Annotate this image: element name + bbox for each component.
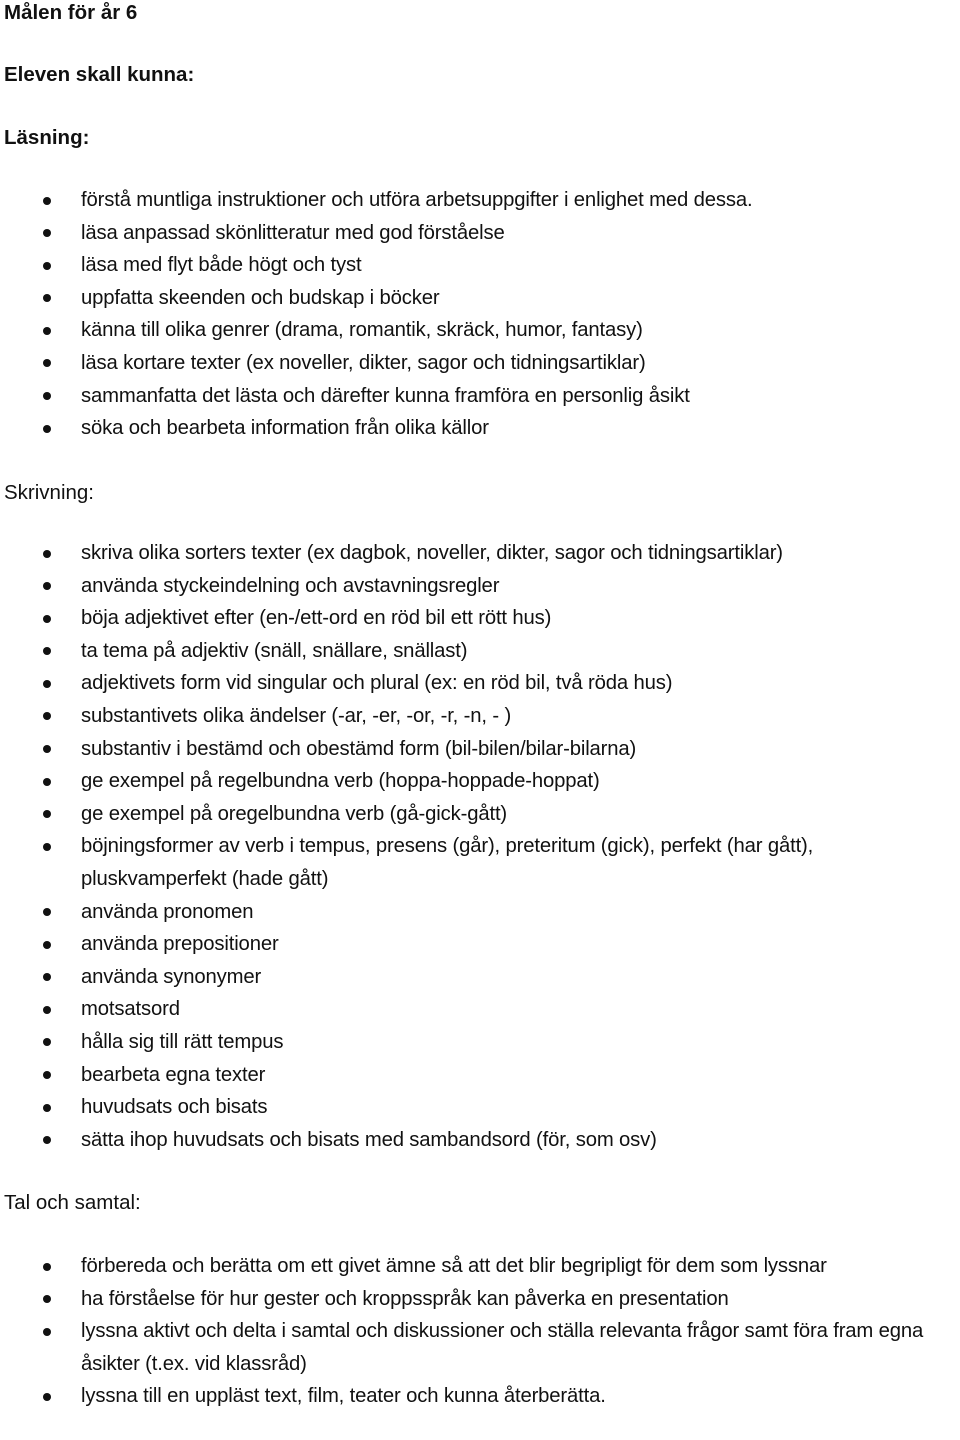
list-item xyxy=(0,1124,960,1157)
list-item xyxy=(0,412,960,445)
list-item-text: lyssna aktivt och delta i samtal och diskussioner och ställa relevanta frågor samt föra fram egna åsikter (t.ex. vid klassråd) xyxy=(81,1320,924,1375)
list-item-text: sätta ihop huvudsats och bisats med sambandsord (för, som osv) xyxy=(81,1128,657,1151)
list-item xyxy=(0,635,960,668)
list-item xyxy=(0,1026,960,1059)
bullet-icon xyxy=(43,1263,51,1271)
bullet-icon xyxy=(43,615,51,623)
list-item xyxy=(0,993,960,1026)
bullet-icon xyxy=(43,941,51,949)
list-item-text: substantiv i bestämd och obestämd form (bil-bilen/bilar-bilarna) xyxy=(81,737,637,760)
list-item-text: uppfatta skeenden och budskap i böcker xyxy=(81,286,440,309)
list-item-text: läsa kortare texter (ex noveller, dikter, sagor och tidningsartiklar) xyxy=(81,351,646,374)
list-item-text: adjektivets form vid singular och plural (ex: en röd bil, två röda hus) xyxy=(81,672,673,695)
list-item-text: förbereda och berätta om ett givet ämne så att det blir begripligt för dem som lyssnar xyxy=(81,1255,827,1277)
list-item-text: böja adjektivet efter (en-/ett-ord en röd bil ett rött hus) xyxy=(81,607,552,630)
list-item xyxy=(0,282,960,315)
bullet-icon xyxy=(43,973,51,981)
bullet-icon xyxy=(43,392,51,400)
list-item xyxy=(0,798,960,831)
list-item-text: använda styckeindelning och avstavningsregler xyxy=(81,574,500,597)
bullet-icon xyxy=(43,1295,51,1303)
bullet-icon xyxy=(43,359,51,367)
list-item-text: ge exempel på regelbundna verb (hoppa-hoppade-hoppat) xyxy=(81,770,600,793)
bullet-icon xyxy=(43,745,51,753)
list-item xyxy=(0,217,960,250)
list-item-text: använda pronomen xyxy=(81,900,254,923)
bullet-icon xyxy=(43,262,51,270)
list-item-text: bearbeta egna texter xyxy=(81,1063,266,1086)
list-item xyxy=(0,667,960,700)
list-item xyxy=(0,602,960,635)
list-item-text: söka och bearbeta information från olika källor xyxy=(81,417,489,440)
list-item xyxy=(0,537,960,570)
list-item xyxy=(0,1250,960,1283)
bullet-icon xyxy=(43,1006,51,1014)
bullet-icon xyxy=(43,647,51,655)
bullet-icon xyxy=(43,327,51,335)
list-item-text: huvudsats och bisats xyxy=(81,1096,268,1119)
bullet-icon xyxy=(43,1104,51,1112)
list-item-text: sammanfatta det lästa och därefter kunna framföra en personlig åsikt xyxy=(81,384,690,407)
list-item-text: använda synonymer xyxy=(81,965,262,988)
list-item xyxy=(0,184,960,217)
list-item xyxy=(0,314,960,347)
list-item xyxy=(0,1380,960,1413)
bullet-icon xyxy=(43,1071,51,1079)
list-item xyxy=(0,1091,960,1124)
list-item-text: känna till olika genrer (drama, romantik, skräck, humor, fantasy) xyxy=(81,319,643,342)
list-item xyxy=(0,830,960,895)
bullet-icon xyxy=(43,1038,51,1046)
list-item-text: läsa med flyt både högt och tyst xyxy=(81,254,362,277)
page-subtitle: Eleven skall kunna: xyxy=(4,63,195,86)
list-item xyxy=(0,928,960,961)
list-item-text: använda prepositioner xyxy=(81,933,279,956)
list-item xyxy=(0,347,960,380)
bullet-icon xyxy=(43,680,51,688)
list-item xyxy=(0,380,960,413)
list-item-text: hålla sig till rätt tempus xyxy=(81,1030,284,1053)
list-item-text: böjningsformer av verb i tempus, presens (går), preteritum (gick), perfekt (har gått), pluskvamperfekt (hade gått) xyxy=(81,835,814,890)
writing-goal-list xyxy=(0,537,960,1156)
bullet-icon xyxy=(43,229,51,237)
list-item-text: lyssna till en uppläst text, film, teater och kunna återberätta. xyxy=(81,1385,606,1408)
bullet-icon xyxy=(43,1136,51,1144)
list-item xyxy=(0,1315,960,1380)
list-item xyxy=(0,1283,960,1316)
bullet-icon xyxy=(43,810,51,818)
bullet-icon xyxy=(43,778,51,786)
section-heading-speaking: Tal och samtal: xyxy=(4,1191,141,1214)
speaking-goal-list xyxy=(0,1250,960,1413)
reading-goal-list xyxy=(0,184,960,445)
page-title: Målen för år 6 xyxy=(4,1,138,24)
list-item-text: ge exempel på oregelbundna verb (gå-gick-gått) xyxy=(81,802,508,825)
bullet-icon xyxy=(43,1393,51,1401)
bullet-icon xyxy=(43,908,51,916)
list-item-text: skriva olika sorters texter (ex dagbok, noveller, dikter, sagor och tidningsartiklar) xyxy=(81,542,783,564)
bullet-icon xyxy=(43,294,51,302)
list-item-text: förstå muntliga instruktioner och utföra arbetsuppgifter i enlighet med dessa. xyxy=(81,189,753,211)
list-item-text: läsa anpassad skönlitteratur med god förståelse xyxy=(81,221,505,244)
list-item xyxy=(0,733,960,766)
list-item xyxy=(0,1059,960,1092)
list-item xyxy=(0,765,960,798)
list-item-text: ha förståelse för hur gester och kroppsspråk kan påverka en presentation xyxy=(81,1287,729,1310)
section-heading-writing: Skrivning: xyxy=(4,481,95,504)
list-item-text: motsatsord xyxy=(81,998,180,1021)
list-item xyxy=(0,249,960,282)
list-item xyxy=(0,570,960,603)
bullet-icon xyxy=(43,550,51,558)
list-item xyxy=(0,700,960,733)
list-item-text: substantivets olika ändelser (-ar, -er, -or, -r, -n, - ) xyxy=(81,704,512,727)
list-item xyxy=(0,896,960,929)
list-item xyxy=(0,961,960,994)
bullet-icon xyxy=(43,425,51,433)
section-heading-reading: Läsning: xyxy=(4,126,90,149)
bullet-icon xyxy=(43,712,51,720)
bullet-icon xyxy=(43,582,51,590)
bullet-icon xyxy=(43,1328,51,1336)
bullet-icon xyxy=(43,197,51,205)
list-item-text: ta tema på adjektiv (snäll, snällare, snällast) xyxy=(81,639,468,662)
bullet-icon xyxy=(43,843,51,851)
